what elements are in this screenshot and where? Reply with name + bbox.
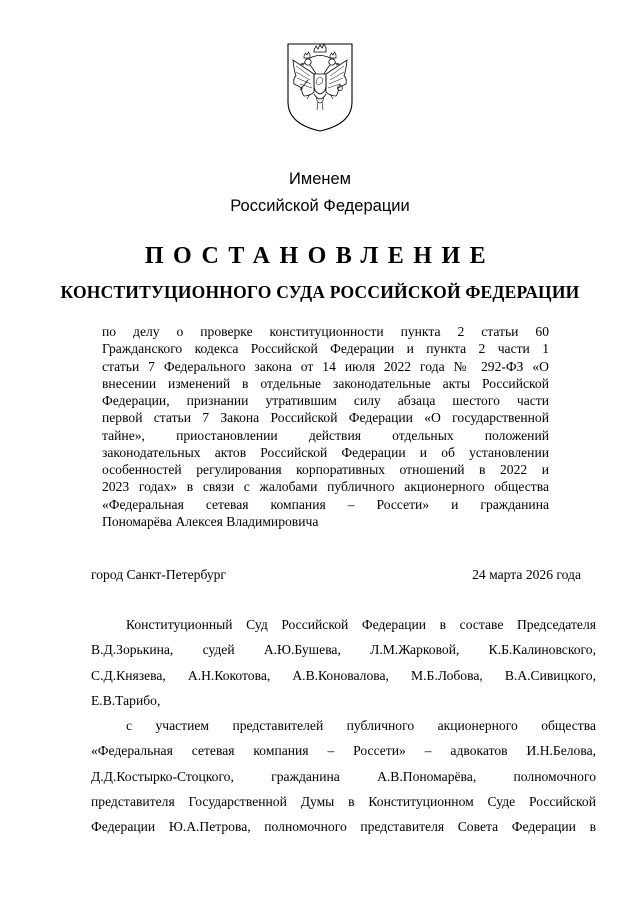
case-subject-line: по делу о проверке конституционности пункта 2 статьи 60 <box>102 324 549 339</box>
case-subject-line: 2023 годах» в связи с жалобами публичного акционерного общества <box>102 479 549 495</box>
case-subject-line: тайне», приостановлении действия отдельных положений <box>102 427 549 443</box>
case-subject-line: Гражданского кодекса Российской Федерации и пункта 2 части 1 <box>102 341 549 357</box>
case-subject-line: Пономарёва Алексея Владимировича <box>102 513 319 529</box>
case-subject <box>102 323 549 530</box>
body-line: В.Д.Зорькина, судей А.Ю.Бушева, Л.М.Жарковой, К.Б.Калиновского, <box>91 642 596 658</box>
body-line: с участием представителей публичного акционерного общества <box>126 718 596 734</box>
body-line: «Федеральная сетевая компания – Россети» – адвокатов И.Н.Белова, <box>91 743 596 759</box>
header-russian-federation: Российской Федерации <box>230 197 410 215</box>
body-line: С.Д.Князева, А.Н.Кокотова, А.В.Коновалова, М.Б.Лобова, В.А.Сивицкого, <box>91 667 596 683</box>
body-line: Конституционный Суд Российской Федерации в составе Председателя <box>126 617 596 632</box>
header-in-the-name-of: Именем <box>288 170 351 188</box>
body-line: Е.В.Тарибо, <box>91 692 161 708</box>
russian-coat-of-arms-icon <box>284 40 356 134</box>
place-of-issue: город Санкт-Петербург <box>91 567 227 582</box>
case-subject-line: статьи 7 Федерального закона от 14 июля 2022 года № 292-ФЗ «О <box>102 358 549 374</box>
case-subject-line: внесении изменений в отдельные законодательные акты Российской <box>102 375 549 391</box>
case-subject-line: первой статьи 7 Закона Российской Федерации «О государственной <box>102 410 549 426</box>
body-line: Д.Д.Костырко-Стоцкого, гражданина А.В.Пономарёва, полномочного <box>91 768 596 784</box>
body-text <box>91 612 596 840</box>
case-subject-line: «Федеральная сетевая компания – Россети» и гражданина <box>102 496 549 512</box>
body-line: представителя Государственной Думы в Конституционном Суде Российской <box>91 794 596 810</box>
date-of-issue: 24 марта 2026 года <box>472 567 581 582</box>
case-subject-line: законодательных актов Российской Федерации и об установлении <box>102 444 549 460</box>
case-subject-line: Федерации, признании утратившим силу абзаца шестого части <box>102 393 549 408</box>
document-type-title: ПОСТАНОВЛЕНИЕ <box>144 243 496 269</box>
document-issuer-title: КОНСТИТУЦИОННОГО СУДА РОССИЙСКОЙ ФЕДЕРАЦИИ <box>60 282 580 302</box>
case-subject-line: особенностей регулирования корпоративных отношений в 2022 и <box>102 462 549 477</box>
body-line: Федерации Ю.А.Петрова, полномочного представителя Совета Федерации в <box>91 819 596 835</box>
